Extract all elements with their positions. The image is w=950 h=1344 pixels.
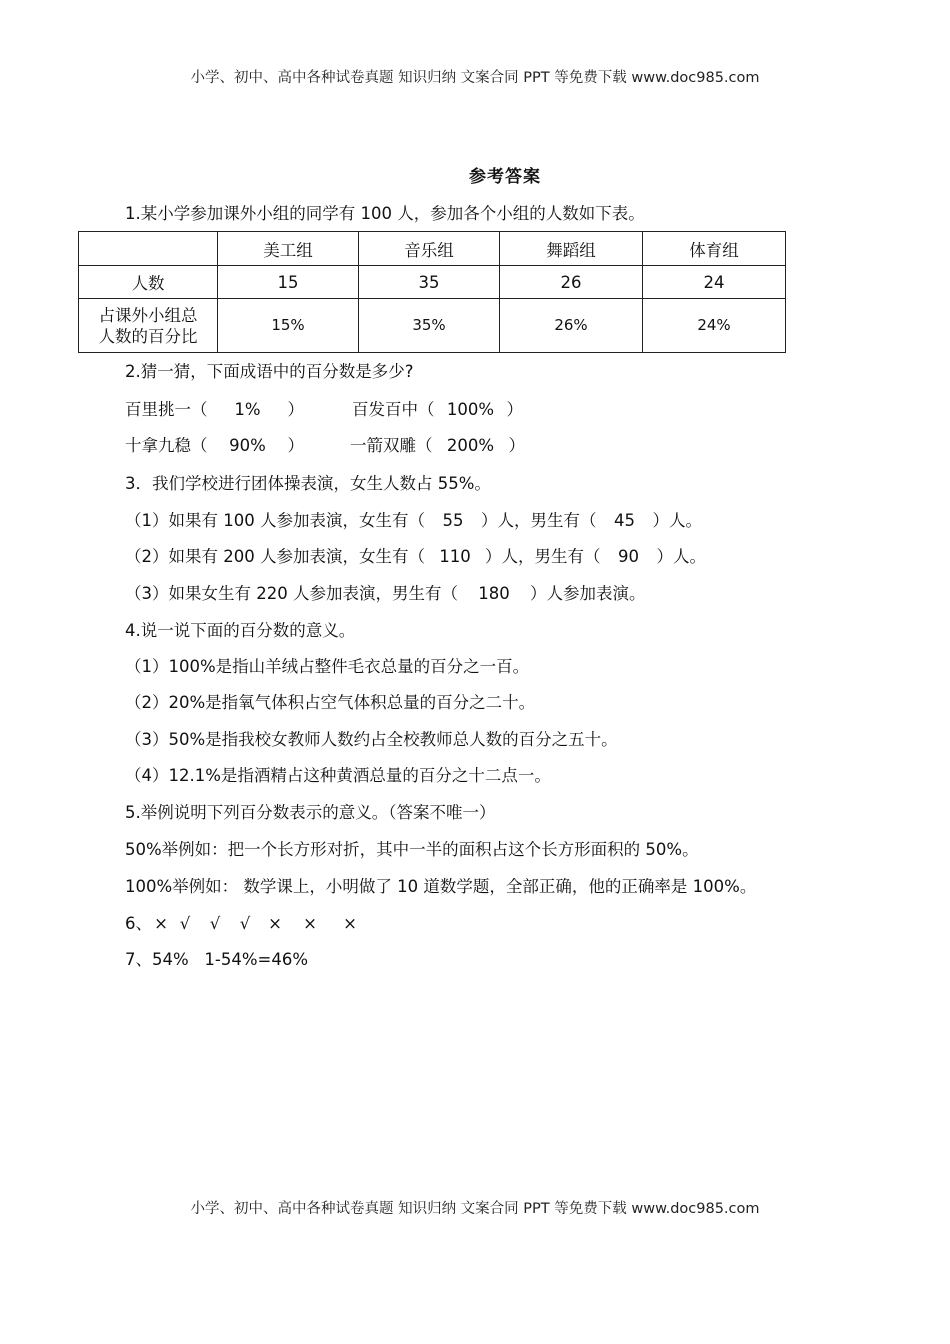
item-text: ）人参加表演。 (529, 584, 646, 603)
idiom-row (125, 432, 525, 456)
item-text: （3）如果女生有 220 人参加表演，男生有（ (125, 584, 458, 603)
table-row-count (79, 266, 786, 299)
idiom-row (125, 396, 523, 420)
idiom-answer: 1% (234, 400, 261, 419)
table-header-cell: 美工组 (218, 232, 359, 266)
question-5-text: 5.举例说明下列百分数表示的意义。（答案不唯一） (125, 803, 496, 822)
table-row-label: 人数 (79, 266, 218, 299)
item-text: ）人，男生有（ (480, 511, 597, 530)
question-2-text: 2.猜一猜，下面成语中的百分数是多少? (125, 362, 414, 381)
item-text: （1）如果有 100 人参加表演，女生有（ (125, 511, 425, 530)
idiom-close: ） (287, 400, 304, 419)
idiom-close: ） (508, 436, 525, 455)
idiom-close: ） (506, 400, 523, 419)
idiom-phrase: 一箭双雕（ (350, 436, 433, 455)
table-row-label-line: 占课外小组总 (98, 305, 198, 325)
table-row-percent (79, 299, 786, 353)
question-5-item: 100%举例如： 数学课上，小明做了 10 道数学题，全部正确，他的正确率是 100%。 (125, 877, 757, 896)
table-header-cell: 体育组 (643, 232, 786, 266)
question-1-text: 1.某小学参加课外小组的同学有 100 人，参加各个小组的人数如下表。 (125, 204, 645, 223)
answer-value: 180 (478, 584, 510, 603)
item-text: ）人。 (652, 511, 702, 530)
answer-value: 55 (442, 511, 464, 530)
page-header: 小学、初中、高中各种试卷真题 知识归纳 文案合同 PPT 等免费下载 www.doc985.com (190, 70, 760, 86)
question-4-item: （3）50%是指我校女教师人数约占全校教师总人数的百分之五十。 (125, 730, 618, 749)
item-text: ）人。 (656, 547, 706, 566)
table-cell: 35 (359, 266, 500, 299)
question-5-item: 50%举例如：把一个长方形对折，其中一半的面积占这个长方形面积的 50%。 (125, 840, 699, 859)
table-cell: 24 (643, 266, 786, 299)
table-header-row (79, 232, 786, 266)
page-footer: 小学、初中、高中各种试卷真题 知识归纳 文案合同 PPT 等免费下载 www.doc985.com (190, 1201, 760, 1217)
mark: √ (179, 914, 191, 933)
idiom-phrase: 十拿九稳（ (125, 436, 208, 455)
table-cell: 35% (359, 299, 500, 353)
table-cell: 15% (218, 299, 359, 353)
question-4-item: （2）20%是指氧气体积占空气体积总量的百分之二十。 (125, 693, 536, 712)
question-3-item (125, 580, 645, 604)
question-3-text: 3．我们学校进行团体操表演，女生人数占 55%。 (125, 474, 491, 493)
question-6-answers (125, 910, 370, 934)
table-row-label (79, 299, 218, 353)
table-header-cell (79, 232, 218, 266)
idiom-close: ） (287, 436, 304, 455)
idiom-answer: 90% (229, 436, 266, 455)
table-cell: 26% (500, 299, 643, 353)
answer-value: 45 (613, 511, 635, 530)
question-7-text: 7、54% 1-54%=46% (125, 950, 309, 969)
table-cell: 26 (500, 266, 643, 299)
item-text: （2）如果有 200 人参加表演，女生有（ (125, 547, 425, 566)
question-4-item: （4）12.1%是指酒精占这种黄酒总量的百分之十二点一。 (125, 766, 551, 785)
idiom-phrase: 百里挑一（ (125, 400, 208, 419)
question-4-item: （1）100%是指山羊绒占整件毛衣总量的百分之一百。 (125, 657, 530, 676)
question-4-text: 4.说一说下面的百分数的意义。 (125, 621, 356, 640)
question-3-item (125, 507, 702, 531)
mark: × (268, 914, 282, 933)
mark: × (343, 914, 357, 933)
idiom-answer: 200% (446, 436, 495, 455)
mark: √ (239, 914, 251, 933)
table-header-cell: 舞蹈组 (500, 232, 643, 266)
answer-value: 110 (439, 547, 471, 566)
answer-value: 90 (617, 547, 639, 566)
idiom-phrase: 百发百中（ (352, 400, 435, 419)
page-title: 参考答案 (469, 167, 541, 187)
table-cell: 15 (218, 266, 359, 299)
question-3-item (125, 543, 706, 567)
table-cell: 24% (643, 299, 786, 353)
table-row-label-line: 人数的百分比 (98, 326, 198, 346)
group-table (78, 231, 786, 353)
item-text: 6、 (125, 914, 152, 933)
mark: × (303, 914, 317, 933)
table-header-cell: 音乐组 (359, 232, 500, 266)
item-text: ）人，男生有（ (484, 547, 601, 566)
mark: √ (209, 914, 221, 933)
idiom-answer: 100% (446, 400, 495, 419)
mark: × (154, 914, 168, 933)
